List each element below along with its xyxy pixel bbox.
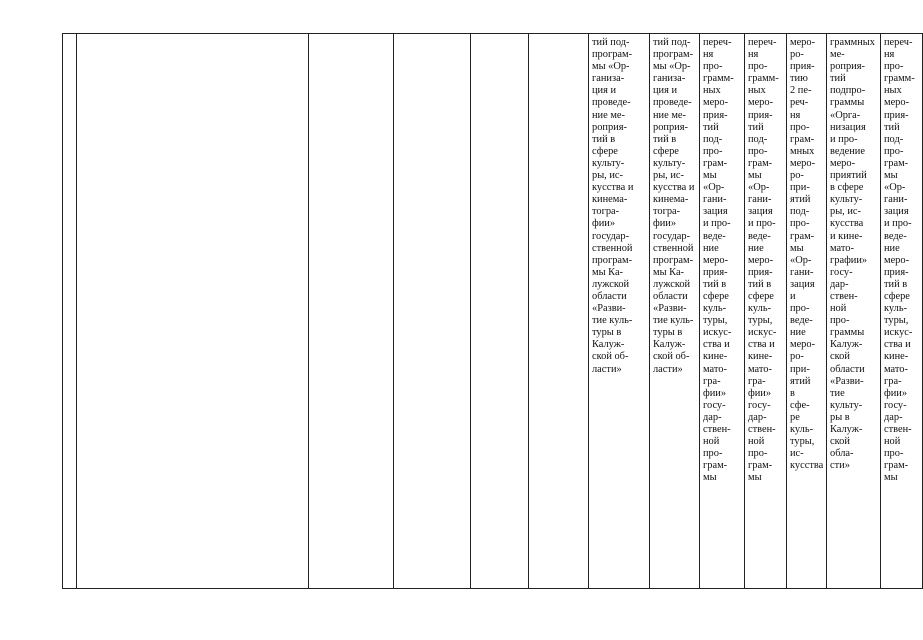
table-cell-3 bbox=[309, 34, 394, 589]
table-cell-4 bbox=[394, 34, 471, 589]
table-cell-11: меро- ро- прия- тию 2 пе- реч- ня про- грам- мных меро- ро- при- ятий под- про- грам- мы «Ор- гани- зация и про- веде- ние меро- ро- при- ятий в сфе- ре куль- туры, ис- кусства bbox=[787, 34, 827, 589]
table-cell-9: переч- ня про- грамм- ных меро- прия- тий под- про- грам- мы «Ор- гани- зация и про- веде- ние меро- прия- тий в сфере куль- туры, искус- ства и кине- мато- гра- фии» госу- дар- ствен- ной про- грам- мы bbox=[700, 34, 745, 589]
table-cell-12: граммных ме- роприя- тий подпро- граммы «Орга- низация и про- ведение меро- приятий в сфере культу- ры, ис- кусства и кине- мато- графии» госу- дар- ствен- ной про- граммы Калуж- ской области «Разви- тие культу- ры в Калуж- ской обла- сти» bbox=[827, 34, 881, 589]
table-cell-13: переч- ня про- грамм- ных меро- прия- тий под- про- грам- мы «Ор- гани- зация и про- веде- ние меро- прия- тий в сфере куль- туры, искус- ства и кине- мато- гра- фии» госу- дар- ствен- ной про- грам- мы bbox=[881, 34, 923, 589]
table-row bbox=[63, 34, 923, 589]
table-cell-2 bbox=[77, 34, 309, 589]
table-cell-6 bbox=[529, 34, 589, 589]
table-cell-10: переч- ня про- грамм- ных меро- прия- тий под- про- грам- мы «Ор- гани- зация и про- веде- ние меро- прия- тий в сфере куль- туры, искус- ства и кине- мато- гра- фии» госу- дар- ствен- ной про- грам- мы bbox=[745, 34, 787, 589]
table-cell-1 bbox=[63, 34, 77, 589]
table-cell-8: тий под- програм- мы «Ор- ганиза- ция и проведе- ние ме- роприя- тий в сфере культу- ры, ис- кусства и кинема- тогра- фии» государ- ственной програм- мы Ка- лужской области «Разви- тие куль- туры в Калуж- ской об- ласти» bbox=[650, 34, 700, 589]
table-cell-5 bbox=[471, 34, 529, 589]
table-cell-7: тий под- програм- мы «Ор- ганиза- ция и проведе- ние ме- роприя- тий в сфере культу- ры, ис- кусства и кинема- тогра- фии» государ- ственной програм- мы Ка- лужской области «Разви- тие куль- туры в Калуж- ской об- ласти» bbox=[589, 34, 650, 589]
program-table bbox=[62, 33, 923, 589]
